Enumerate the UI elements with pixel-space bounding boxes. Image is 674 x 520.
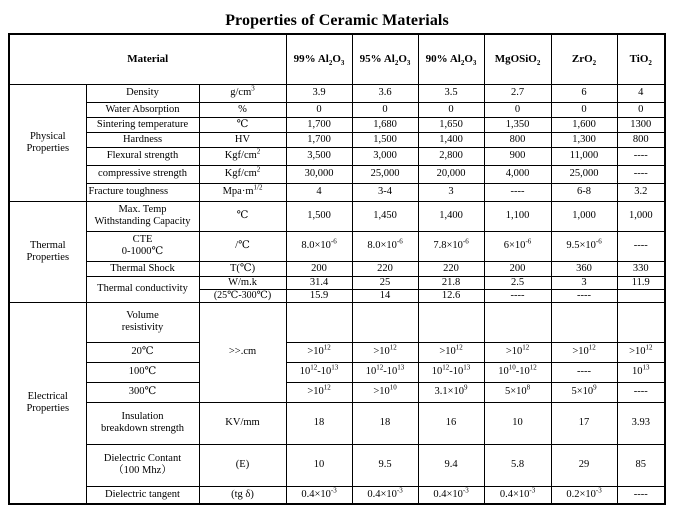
property-label: compressive strength <box>86 165 199 183</box>
value-cell: 0 <box>551 102 617 117</box>
table-row <box>9 486 665 504</box>
table-row <box>9 382 665 402</box>
value-cell: 3-4 <box>352 183 418 201</box>
value-cell: $10^{12}-10^{13}$ <box>286 362 352 382</box>
value-cell: 4,000 <box>484 165 551 183</box>
table-row <box>9 84 665 102</box>
value-cell: 20,000 <box>418 165 484 183</box>
unit-cell: ℃ <box>199 117 286 132</box>
table-row <box>9 102 665 117</box>
value-cell: 1,400 <box>418 201 484 231</box>
value-cell: 0 <box>286 102 352 117</box>
value-cell: $0.4\times 10^{-3}$ <box>286 486 352 504</box>
value-cell: 21.8 <box>418 276 484 289</box>
value-cell: $8.0\times 10^{-6}$ <box>352 231 418 261</box>
table-row <box>9 444 665 486</box>
value-cell: 10 <box>286 444 352 486</box>
header-material-col: TiO$_2$ <box>617 34 665 84</box>
value-cell: 3 <box>551 276 617 289</box>
value-cell: $>10^{12}$ <box>352 342 418 362</box>
ceramic-properties-table <box>8 33 666 505</box>
value-cell: 1,350 <box>484 117 551 132</box>
unit-cell: Kgf/$cm^2$ <box>199 165 286 183</box>
value-cell: 2.7 <box>484 84 551 102</box>
value-cell: ---- <box>617 165 665 183</box>
value-cell: 29 <box>551 444 617 486</box>
value-cell: 12.6 <box>418 289 484 302</box>
unit-cell: $Mpa\cdot m^{1/2}$ <box>199 183 286 201</box>
value-cell: $10^{13}$ <box>617 362 665 382</box>
value-cell: 1,000 <box>551 201 617 231</box>
value-cell: 330 <box>617 261 665 276</box>
value-cell: 30,000 <box>286 165 352 183</box>
property-label: Dielectric tangent <box>86 486 199 504</box>
property-label: CTE 0-1000℃ <box>86 231 199 261</box>
value-cell: 2,800 <box>418 147 484 165</box>
value-cell: 6-8 <box>551 183 617 201</box>
value-cell: 3.5 <box>418 84 484 102</box>
value-cell: ---- <box>484 183 551 201</box>
property-label: Max. Temp Withstanding Capacity <box>86 201 199 231</box>
empty-cell <box>617 302 665 342</box>
unit-cell: KV/mm <box>199 402 286 444</box>
value-cell: $7.8\times 10^{-6}$ <box>418 231 484 261</box>
value-cell: $8.0\times 10^{-6}$ <box>286 231 352 261</box>
value-cell: 9.5 <box>352 444 418 486</box>
value-cell: $>10^{12}$ <box>286 382 352 402</box>
property-label: Sintering temperature <box>86 117 199 132</box>
value-cell: 1,400 <box>418 132 484 147</box>
value-cell: $>10^{12}$ <box>617 342 665 362</box>
value-cell: $10^{12}-10^{13}$ <box>418 362 484 382</box>
empty-cell <box>418 302 484 342</box>
value-cell: 3.93 <box>617 402 665 444</box>
value-cell: 11,000 <box>551 147 617 165</box>
unit-cell: >>.cm <box>199 302 286 402</box>
table-row <box>9 402 665 444</box>
value-cell: 3 <box>418 183 484 201</box>
table-row <box>9 132 665 147</box>
value-cell: 3,500 <box>286 147 352 165</box>
value-cell: 1,500 <box>352 132 418 147</box>
value-cell: 1,700 <box>286 117 352 132</box>
property-label: Insulation breakdown strength <box>86 402 199 444</box>
table-row <box>9 147 665 165</box>
value-cell: 1300 <box>617 117 665 132</box>
value-cell: $0.4\times 10^{-3}$ <box>418 486 484 504</box>
property-label: Density <box>86 84 199 102</box>
value-cell: 1,500 <box>286 201 352 231</box>
value-cell: 18 <box>286 402 352 444</box>
value-cell: 3.2 <box>617 183 665 201</box>
table-row <box>9 201 665 231</box>
value-cell: 220 <box>352 261 418 276</box>
value-cell: $>10^{12}$ <box>551 342 617 362</box>
value-cell: ---- <box>617 231 665 261</box>
value-cell: 3.6 <box>352 84 418 102</box>
value-cell: 4 <box>617 84 665 102</box>
value-cell: 2.5 <box>484 276 551 289</box>
value-cell: 14 <box>352 289 418 302</box>
table-row <box>9 117 665 132</box>
value-cell: ---- <box>617 147 665 165</box>
property-label: Water Absorption <box>86 102 199 117</box>
property-label: 20℃ <box>86 342 199 362</box>
property-label: Thermal conductivity <box>86 276 199 302</box>
value-cell: $6\times 10^{-6}$ <box>484 231 551 261</box>
value-cell: ---- <box>617 486 665 504</box>
value-cell: $10^{12}-10^{13}$ <box>352 362 418 382</box>
value-cell: 220 <box>418 261 484 276</box>
value-cell: $0.2\times 10^{-3}$ <box>551 486 617 504</box>
header-material-col: MgOSiO$_2$ <box>484 34 551 84</box>
value-cell: 1,100 <box>484 201 551 231</box>
table-row <box>9 261 665 276</box>
value-cell: 11.9 <box>617 276 665 289</box>
value-cell: 200 <box>286 261 352 276</box>
value-cell: 25 <box>352 276 418 289</box>
table-row <box>9 276 665 289</box>
value-cell: $>10^{10}$ <box>352 382 418 402</box>
value-cell: 25,000 <box>551 165 617 183</box>
value-cell: 6 <box>551 84 617 102</box>
value-cell: ---- <box>484 289 551 302</box>
value-cell: 1,700 <box>286 132 352 147</box>
empty-cell <box>484 302 551 342</box>
value-cell: $>10^{12}$ <box>286 342 352 362</box>
table-row <box>9 183 665 201</box>
empty-cell <box>551 302 617 342</box>
value-cell: 1,600 <box>551 117 617 132</box>
value-cell: 0 <box>617 102 665 117</box>
value-cell: 1,650 <box>418 117 484 132</box>
value-cell: 85 <box>617 444 665 486</box>
property-label: 300℃ <box>86 382 199 402</box>
value-cell: 800 <box>617 132 665 147</box>
property-label: 100℃ <box>86 362 199 382</box>
value-cell: 0 <box>352 102 418 117</box>
value-cell: ---- <box>551 289 617 302</box>
header-material-col: 95% $Al_2O_3$ <box>352 34 418 84</box>
value-cell: $5\times 10^8$ <box>484 382 551 402</box>
property-label: Fracture toughness <box>86 183 199 201</box>
property-label: Flexural strength <box>86 147 199 165</box>
category-electrical: Electrical Properties <box>9 302 86 504</box>
unit-cell: (tg δ) <box>199 486 286 504</box>
value-cell: 1,000 <box>617 201 665 231</box>
value-cell: 1,450 <box>352 201 418 231</box>
table-row <box>9 362 665 382</box>
value-cell: 10 <box>484 402 551 444</box>
unit-cell: $g/cm^3$ <box>199 84 286 102</box>
value-cell: 17 <box>551 402 617 444</box>
value-cell: 200 <box>484 261 551 276</box>
category-thermal: Thermal Properties <box>9 201 86 302</box>
table-row <box>9 342 665 362</box>
unit-cell: W/m.k <box>199 276 286 289</box>
category-physical: Physical Properties <box>9 84 86 201</box>
table-row <box>9 165 665 183</box>
property-label: Volume resistivity <box>86 302 199 342</box>
value-cell: ---- <box>551 362 617 382</box>
value-cell: 900 <box>484 147 551 165</box>
value-cell: 0 <box>418 102 484 117</box>
value-cell: 15.9 <box>286 289 352 302</box>
header-material-col: 90% $Al_2O_3$ <box>418 34 484 84</box>
table-row <box>9 34 665 84</box>
value-cell: $0.4\times 10^{-3}$ <box>352 486 418 504</box>
value-cell: 4 <box>286 183 352 201</box>
value-cell: $>10^{12}$ <box>484 342 551 362</box>
value-cell: $10^{10}-10^{12}$ <box>484 362 551 382</box>
unit-cell: HV <box>199 132 286 147</box>
value-cell: 3,000 <box>352 147 418 165</box>
value-cell: 1,680 <box>352 117 418 132</box>
property-label: Hardness <box>86 132 199 147</box>
value-cell: 0 <box>484 102 551 117</box>
header-material-col: 99% $Al_2O_3$ <box>286 34 352 84</box>
table-row <box>9 302 665 342</box>
value-cell: $5\times 10^9$ <box>551 382 617 402</box>
unit-cell: (25℃-300℃) <box>199 289 286 302</box>
value-cell: $3.1\times 10^9$ <box>418 382 484 402</box>
value-cell: 25,000 <box>352 165 418 183</box>
value-cell <box>617 289 665 302</box>
value-cell: 9.4 <box>418 444 484 486</box>
value-cell: 3.9 <box>286 84 352 102</box>
property-label: Dielectric Contant （100 Mhz） <box>86 444 199 486</box>
value-cell: 1,300 <box>551 132 617 147</box>
property-label: Thermal Shock <box>86 261 199 276</box>
value-cell: 5.8 <box>484 444 551 486</box>
value-cell: ---- <box>617 382 665 402</box>
table-row <box>9 231 665 261</box>
value-cell: $9.5\times 10^{-6}$ <box>551 231 617 261</box>
unit-cell: Kgf/$cm^2$ <box>199 147 286 165</box>
value-cell: 16 <box>418 402 484 444</box>
unit-cell: % <box>199 102 286 117</box>
empty-cell <box>286 302 352 342</box>
header-material: Material <box>9 34 286 84</box>
value-cell: 360 <box>551 261 617 276</box>
header-material-col: ZrO$_2$ <box>551 34 617 84</box>
unit-cell: (E) <box>199 444 286 486</box>
value-cell: $0.4\times 10^{-3}$ <box>484 486 551 504</box>
unit-cell: /℃ <box>199 231 286 261</box>
empty-cell <box>352 302 418 342</box>
value-cell: $>10^{12}$ <box>418 342 484 362</box>
value-cell: 31.4 <box>286 276 352 289</box>
value-cell: 800 <box>484 132 551 147</box>
value-cell: 18 <box>352 402 418 444</box>
unit-cell: T(℃) <box>199 261 286 276</box>
page-title: Properties of Ceramic Materials <box>225 12 449 29</box>
unit-cell: ℃ <box>199 201 286 231</box>
